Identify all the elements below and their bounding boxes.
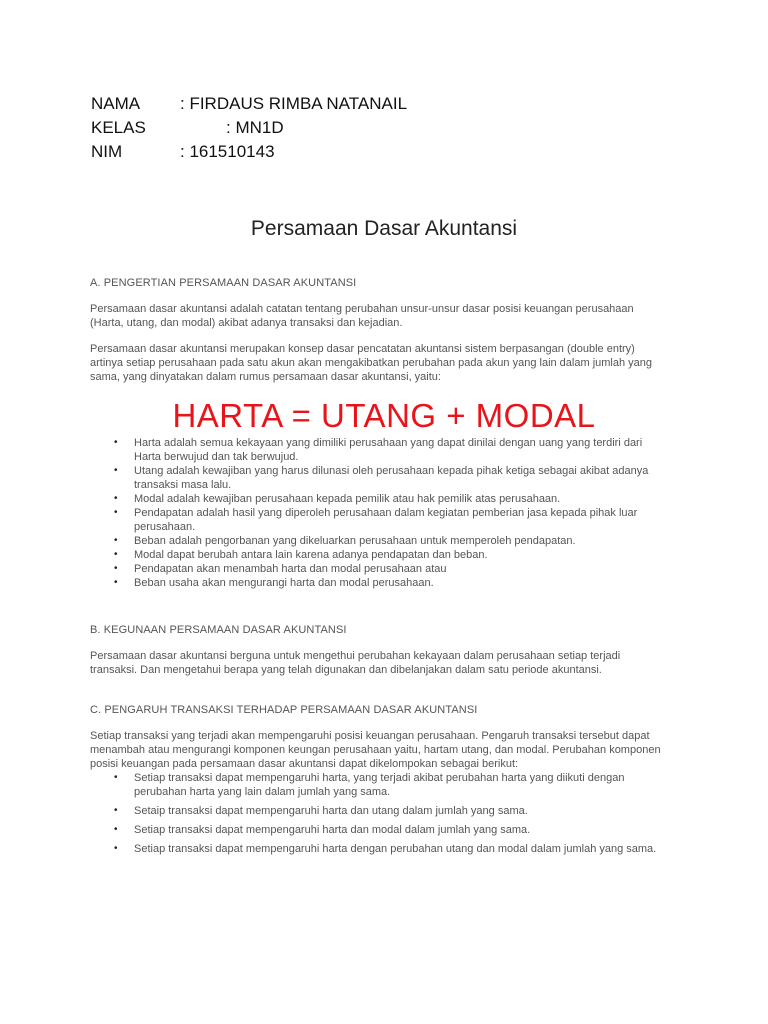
list-item-text: Setiap transaksi dapat mempengaruhi harta dengan perubahan utang dan modal dalam jumlah yang sama.: [134, 843, 657, 855]
document-title: Persamaan Dasar Akuntansi: [250, 217, 518, 240]
section-a-paragraph-1: Persamaan dasar akuntansi adalah catatan tentang perubahan unsur-unsur dasar posisi keuangan perusahaan (Harta, utang, dan modal) akibat adanya transaksi dan kejadian.: [90, 303, 634, 329]
bullet-icon: •: [114, 824, 118, 835]
list-item: [90, 771, 670, 799]
bullet-icon: •: [114, 843, 118, 854]
section-a-heading: A. PENGERTIAN PERSAMAAN DASAR AKUNTANSI: [90, 277, 357, 289]
bullet-icon: •: [114, 563, 118, 574]
kelas-label: KELAS: [91, 118, 146, 137]
bullet-icon: •: [114, 493, 118, 504]
list-item: [90, 492, 670, 506]
list-item: [90, 506, 670, 534]
bullet-icon: •: [114, 805, 118, 816]
nama-label: NAMA: [91, 94, 141, 113]
list-item: [90, 823, 670, 837]
accounting-equation: HARTA = UTANG + MODAL: [172, 397, 596, 434]
list-item: [90, 562, 670, 576]
list-item: [90, 534, 670, 548]
nama-value: : FIRDAUS RIMBA NATANAIL: [180, 94, 408, 113]
bullet-icon: •: [114, 437, 118, 448]
list-item: [90, 576, 670, 590]
section-b-heading: B. KEGUNAAN PERSAMAAN DASAR AKUNTANSI: [90, 624, 347, 636]
nim-value: : 161510143: [180, 142, 275, 161]
list-item-text: Pendapatan akan menambah harta dan modal perusahaan atau: [134, 563, 447, 575]
list-item: [90, 548, 670, 562]
bullet-icon: •: [114, 577, 118, 588]
list-item: [90, 842, 670, 856]
section-a-bullet-list: [90, 436, 670, 590]
section-b-paragraph: Persamaan dasar akuntansi berguna untuk mengethui perubahan kekayaan dalam perusahaan setiap terjadi transaksi. Dan mengetahui berapa yang telah digunakan dan dibelanjakan dalam satu periode akuntansi.: [90, 650, 621, 676]
list-item-text: Utang adalah kewajiban yang harus dilunasi oleh perusahaan kepada pihak ketiga sebagai akibat adanya transaksi masa lalu.: [134, 465, 649, 491]
section-c-heading: C. PENGARUH TRANSAKSI TERHADAP PERSAMAAN DASAR AKUNTANSI: [90, 704, 478, 716]
list-item-text: Harta adalah semua kekayaan yang dimiliki perusahaan yang dapat dinilai dengan uang yang terdiri dari Harta berwujud dan tak berwujud.: [134, 437, 643, 463]
bullet-icon: •: [114, 507, 118, 518]
nim-label: NIM: [91, 142, 123, 161]
bullet-icon: •: [114, 465, 118, 476]
list-item-text: Beban usaha akan mengurangi harta dan modal perusahaan.: [134, 577, 434, 589]
list-item-text: Beban adalah pengorbanan yang dikeluarkan perusahaan untuk memperoleh pendapatan.: [134, 535, 576, 547]
list-item: [90, 804, 670, 818]
bullet-icon: •: [114, 549, 118, 560]
list-item-text: Pendapatan adalah hasil yang diperoleh perusahaan dalam kegiatan pemberian jasa kepada pihak luar perusahaan.: [134, 507, 638, 533]
section-c-paragraph: Setiap transaksi yang terjadi akan mempengaruhi posisi keuangan perusahaan. Pengaruh transaksi tersebut dapat menambah atau mengurangi komponen keungan perusahaan yaitu, hartam utang, dan modal. Perubahan komponen posisi keuangan pada persamaan dasar akuntansi dapat dikelompokan sebagai berikut:: [90, 730, 661, 770]
kelas-value: : MN1D: [226, 118, 284, 137]
list-item-text: Setiap transaksi dapat mempengaruhi harta dan modal dalam jumlah yang sama.: [134, 824, 531, 836]
bullet-icon: •: [114, 535, 118, 546]
section-c-bullet-list: [90, 771, 670, 861]
list-item-text: Modal dapat berubah antara lain karena adanya pendapatan dan beban.: [134, 549, 488, 561]
list-item-text: Setiap transaksi dapat mempengaruhi harta, yang terjadi akibat perubahan harta yang diikuti dengan perubahan harta yang lain dalam jumlah yang sama.: [134, 772, 625, 798]
list-item-text: Modal adalah kewajiban perusahaan kepada pemilik atau hak pemilik atas perusahaan.: [134, 493, 561, 505]
list-item: [90, 436, 670, 464]
section-a-paragraph-2: Persamaan dasar akuntansi merupakan konsep dasar pencatatan akuntansi sistem berpasangan (double entry) artinya setiap perusahaan pada satu akun akan mengakibatkan perubahan pada akun yang lain dalam jumlah yang sama, yang dinyatakan dalam rumus persamaan dasar akuntansi, yaitu:: [90, 343, 653, 383]
list-item: [90, 464, 670, 492]
list-item-text: Setaip transaksi dapat mempengaruhi harta dan utang dalam jumlah yang sama.: [134, 805, 528, 817]
bullet-icon: •: [114, 772, 118, 783]
